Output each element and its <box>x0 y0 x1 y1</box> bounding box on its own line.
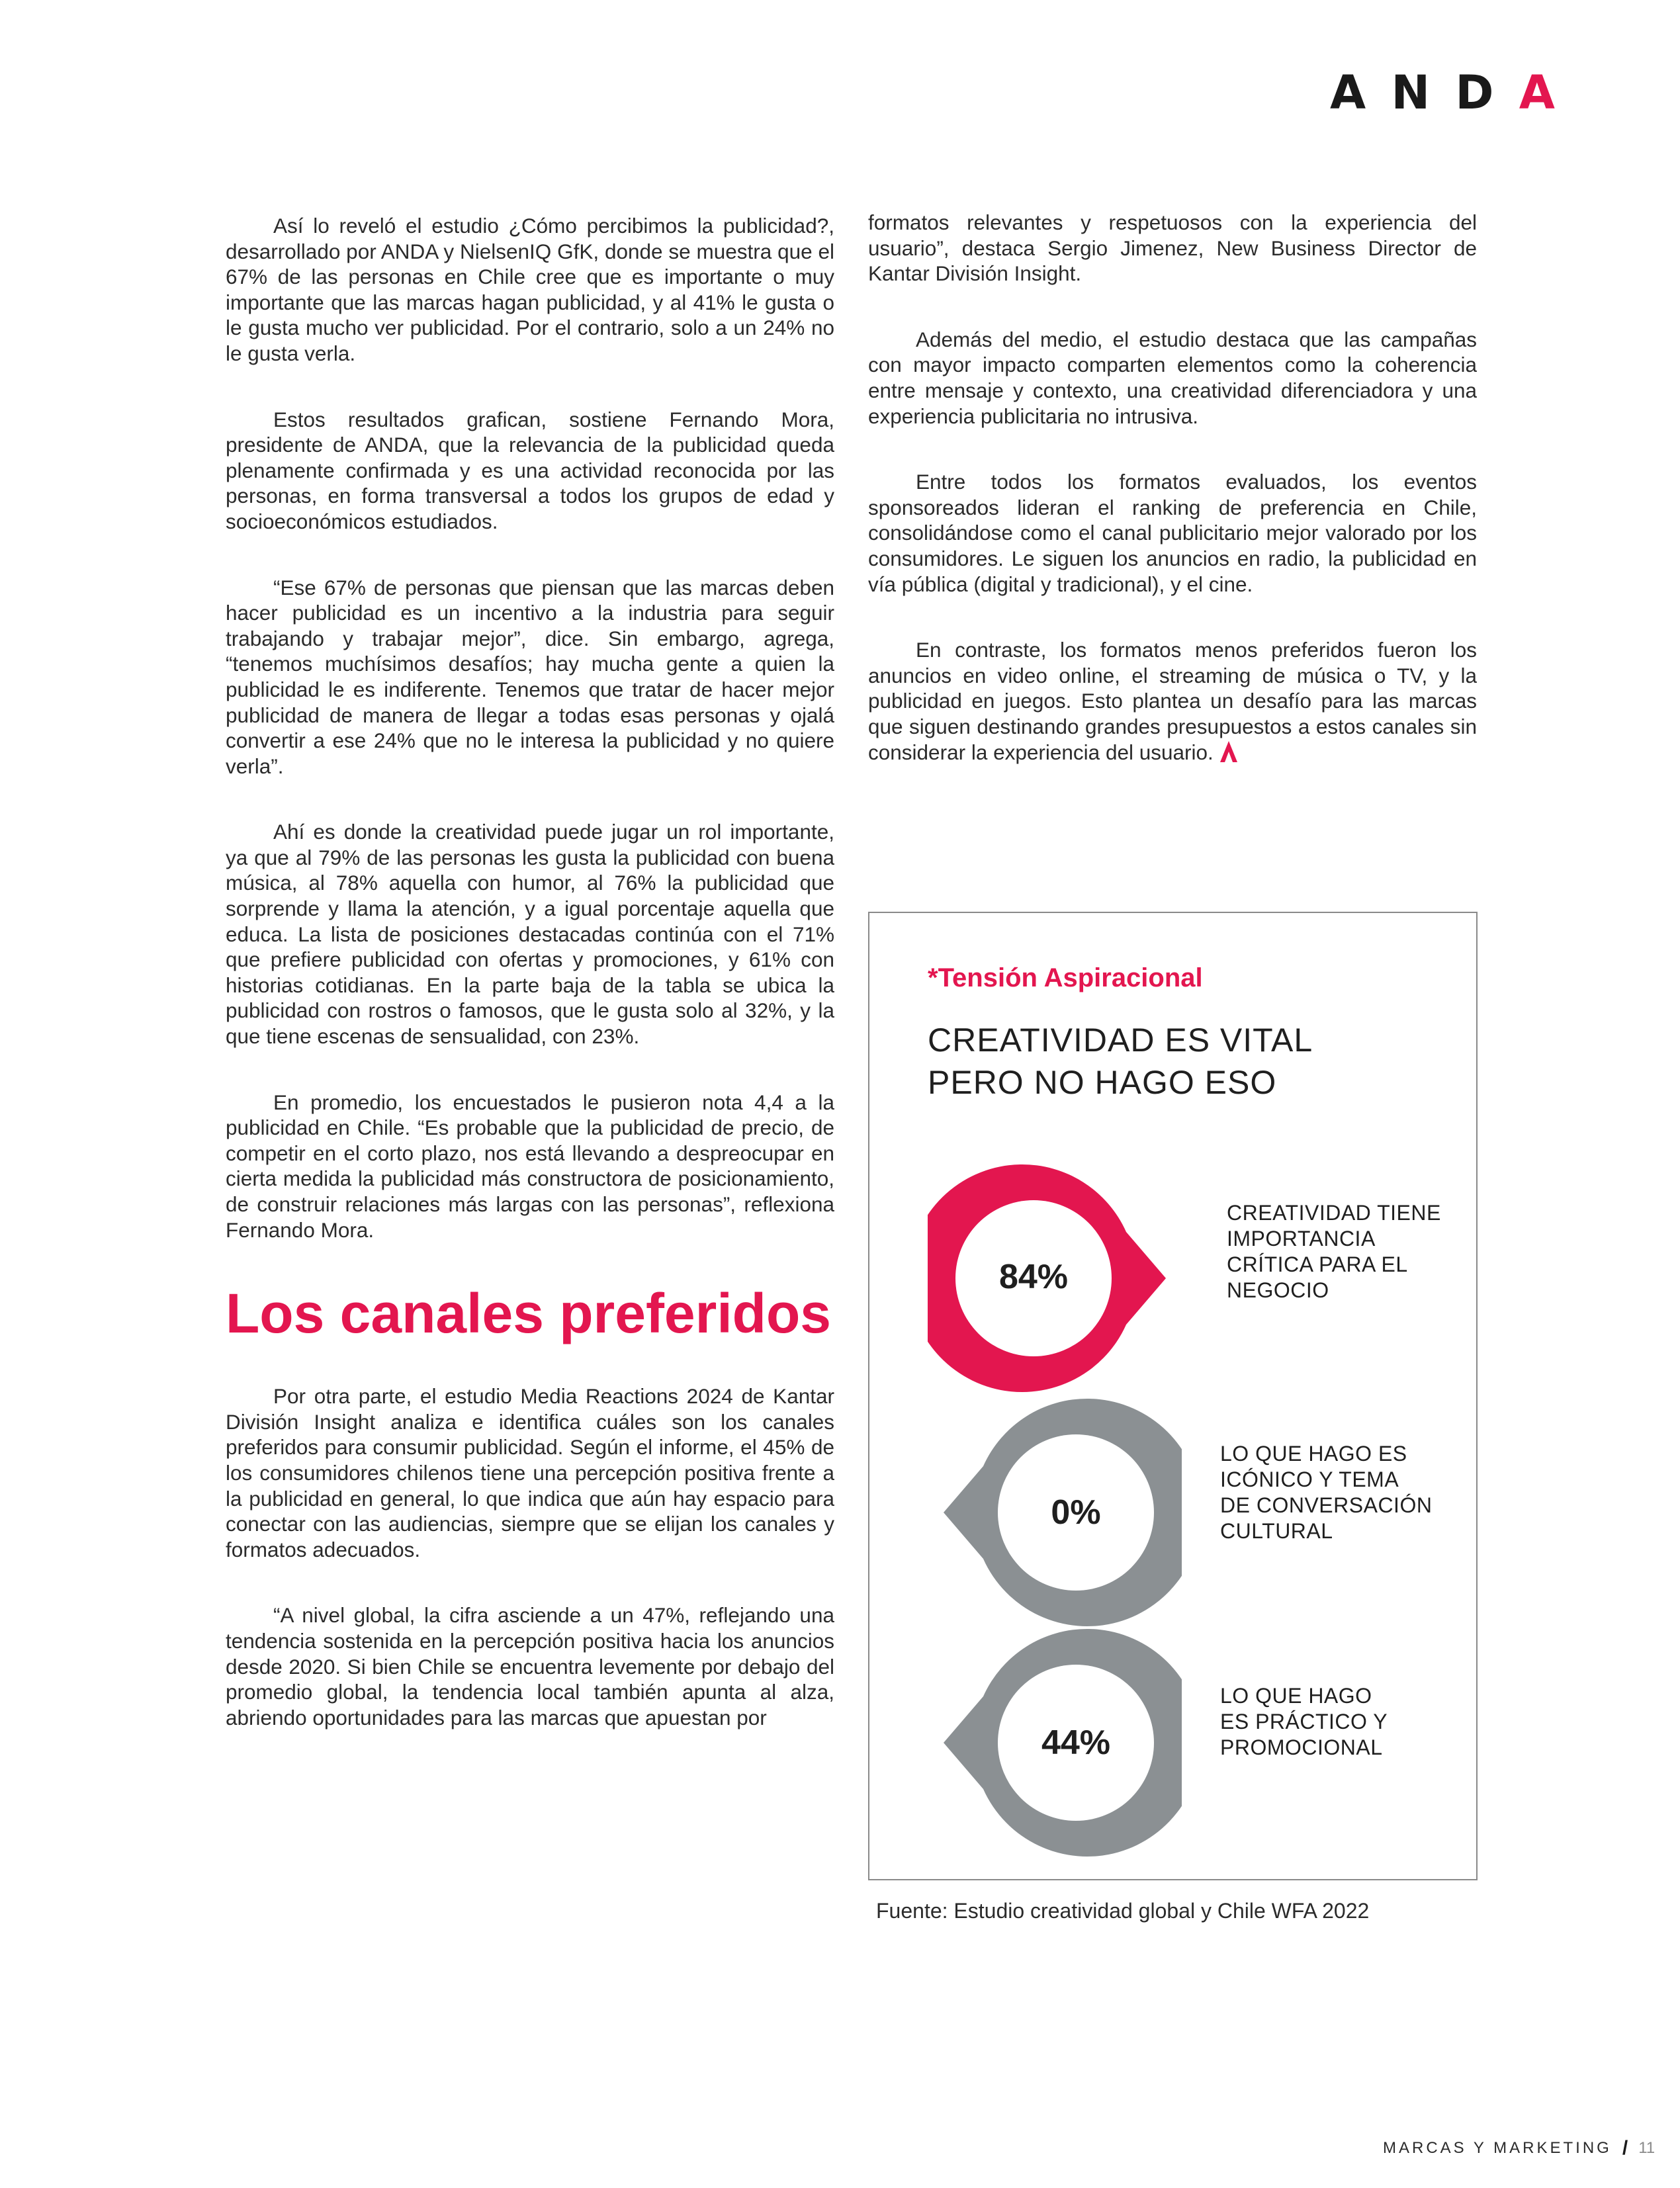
ring-value-84: 84% <box>998 1258 1069 1296</box>
anda-end-mark-icon <box>1220 741 1237 762</box>
paragraph: Además del medio, el estudio destaca que las campañas con mayor impacto comparten elementos como la coherencia entre mensaje y contexto, una creatividad diferenciadora y una experiencia publicitaria no intrusiva. <box>868 327 1477 428</box>
logo-letter-d: D <box>1455 66 1494 120</box>
paragraph: formatos relevantes y respetuosos con la experiencia del usuario”, destaca Sergio Jimenez, New Business Director de Kantar División Insight. <box>868 210 1477 286</box>
infographic-tag: *Tensión Aspiracional <box>928 963 1203 992</box>
logo-letter-a: A <box>1330 66 1366 120</box>
ring-value-44: 44% <box>1041 1724 1111 1762</box>
logo-letter-a-accent: A <box>1519 66 1555 120</box>
anda-logo <box>1330 66 1555 119</box>
logo-letter-n: N <box>1391 66 1431 120</box>
left-column <box>226 213 834 1771</box>
ring-description: LO QUE HAGO ES ICÓNICO Y TEMA DE CONVERSACIÓN CULTURAL <box>1220 1442 1433 1543</box>
infographic-title-line: CREATIVIDAD ES VITAL <box>928 1022 1313 1059</box>
infographic-title <box>928 1019 1313 1104</box>
paragraph: En promedio, los encuestados le pusieron nota 4,4 a la publicidad en Chile. “Es probable que la publicidad de precio, de competir en el corto plazo, nos está llevando a despreocupar en cierta medida la publicidad más constructora de posicionamiento, de construir relaciones más largas con las personas”, reflexiona Fernando Mora. <box>226 1090 834 1242</box>
ring-description: CREATIVIDAD TIENE IMPORTANCIA CRÍTICA PARA EL NEGOCIO <box>1227 1201 1441 1302</box>
section-heading: Los canales preferidos <box>226 1282 832 1345</box>
page-footer <box>1383 2137 1655 2160</box>
paragraph: Ahí es donde la creatividad puede jugar un rol importante, ya que al 79% de las personas les gusta la publicidad con buena música, al 78% aquella con humor, al 76% la publicidad que sorprende y llama la atención, y a igual porcentaje aquella que educa. La lista de posiciones destacadas continúa con el 71% que prefiere publicidad con ofertas y promociones, y 61% con historias cotidianas. En la parte baja de la tabla se ubica la publicidad con rostros o famosos, que le gusta solo al 32%, y la que tiene escenas de sensualidad, con 23%. <box>226 820 834 1049</box>
paragraph: “A nivel global, la cifra asciende a un 47%, reflejando una tendencia sostenida en la percepción positiva hacia los anuncios desde 2020. Si bien Chile se encuentra levemente por debajo del promedio global, la tendencia local también apunta al alza, abriendo oportunidades para las marcas que apuestan por <box>226 1603 834 1729</box>
source-note: Fuente: Estudio creatividad global y Chile WFA 2022 <box>876 1899 1370 1923</box>
footer-section: MARCAS Y MARKETING <box>1383 2139 1612 2157</box>
paragraph: Por otra parte, el estudio Media Reactions 2024 de Kantar División Insight analiza e identifica cuáles son los canales preferidos para consumir publicidad. Según el informe, el 45% de los consumidores chilenos tiene una percepción positiva frente a la publicidad en general, lo que indica que aún hay espacio para conectar con las audiencias, siempre que se elijan los canales y formatos adecuados. <box>226 1384 834 1561</box>
infographic-title-line: PERO NO HAGO ESO <box>928 1064 1277 1101</box>
paragraph: Así lo reveló el estudio ¿Cómo percibimos la publicidad?, desarrollado por ANDA y NielsenIQ GfK, donde se muestra que el 67% de las personas en Chile cree que es importante o muy importante que las marcas hagan publicidad, y al 41% le gusta o le gusta mucho ver publicidad. Por el contrario, solo a un 24% no le gusta verla. <box>226 214 834 365</box>
paragraph-last <box>868 637 1477 765</box>
paragraph: Entre todos los formatos evaluados, los eventos sponsoreados lideran el ranking de preferencia en Chile, consolidándose como el canal publicitario mejor valorado por los consumidores. Le siguen los anuncios en radio, la publicidad en vía pública (digital y tradicional), y el cine. <box>868 470 1477 596</box>
footer-separator: / <box>1622 2137 1628 2159</box>
paragraph-text: En contraste, los formatos menos preferidos fueron los anuncios en video online, el streaming de música o TV, y la publicidad en juegos. Esto plantea un desafío para las marcas que siguen destinando grandes presupuestos a estos canales sin considerar la experiencia del usuario. <box>868 638 1477 764</box>
paragraph: Estos resultados grafican, sostiene Fernando Mora, presidente de ANDA, que la relevancia de la publicidad queda plenamente confirmada y es una actividad reconocida por las personas, en forma transversal a todos los grupos de edad y socioeconómicos estudiados. <box>226 407 834 533</box>
ring-description: LO QUE HAGO ES PRÁCTICO Y PROMOCIONAL <box>1220 1684 1388 1759</box>
right-column <box>868 210 1477 805</box>
page-number: 11 <box>1638 2139 1656 2157</box>
infographic-box <box>868 912 1478 1880</box>
paragraph: “Ese 67% de personas que piensan que las marcas deben hacer publicidad es un incentivo a la industria para seguir trabajando y trabajar mejor”, dice. Sin embargo, agrega, “tenemos muchísimos desafíos; hay mucha gente a quien la publicidad le es indiferente. Tenemos que tratar de hacer mejor publicidad de manera de llegar a todas esas personas y ojalá convertir a ese 24% que no le interesa la publicidad y no quiere verla”. <box>226 575 834 778</box>
ring-value-0: 0% <box>1051 1493 1101 1532</box>
